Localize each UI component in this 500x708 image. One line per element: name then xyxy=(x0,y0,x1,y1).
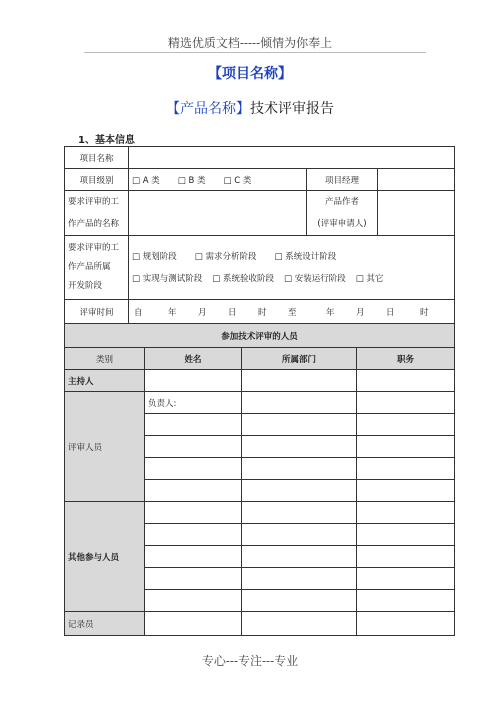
report-title-text: 技术评审报告 xyxy=(250,101,334,117)
recorder-name-cell[interactable] xyxy=(145,612,242,636)
dev-stage-label xyxy=(65,236,129,300)
product-author-label xyxy=(307,191,378,236)
table-cell[interactable] xyxy=(242,458,357,480)
dev-stage-label-line1: 要求评审的工 xyxy=(68,243,120,253)
time-month-1: 月 xyxy=(198,307,207,318)
section-title-basic-info: 1、基本信息 xyxy=(78,135,135,146)
stage-deployment-checkbox[interactable]: □ 安装运行阶段 xyxy=(283,273,346,284)
table-cell[interactable] xyxy=(145,414,242,436)
host-name-cell[interactable] xyxy=(145,370,242,392)
stage-acceptance-checkbox[interactable]: □ 系统验收阶段 xyxy=(212,273,274,284)
table-cell[interactable] xyxy=(242,436,357,458)
stage-planning-checkbox[interactable]: □ 规划阶段 xyxy=(132,251,177,262)
table-cell[interactable] xyxy=(242,524,357,546)
table-cell[interactable] xyxy=(145,480,242,502)
col-header-position: 职务 xyxy=(357,348,455,370)
time-to: 至 xyxy=(288,307,297,318)
recorder-dept-cell[interactable] xyxy=(242,612,357,636)
header-divider xyxy=(84,52,426,53)
dev-stage-row-1 xyxy=(132,246,451,268)
time-day-1: 日 xyxy=(228,307,237,318)
table-cell[interactable] xyxy=(145,546,242,568)
project-manager-field[interactable] xyxy=(378,169,455,191)
product-name-placeholder: 【产品名称】 xyxy=(166,101,250,117)
level-option-a[interactable]: □ A 类 xyxy=(132,175,160,186)
other-participants-label: 其他参与人员 xyxy=(65,502,145,612)
project-level-label: 项目级别 xyxy=(65,169,129,191)
time-month-2: 月 xyxy=(356,307,365,318)
host-label: 主持人 xyxy=(65,370,145,392)
table-cell[interactable] xyxy=(145,590,242,612)
stage-implementation-checkbox[interactable]: □ 实现与测试阶段 xyxy=(132,273,203,284)
project-manager-label: 项目经理 xyxy=(307,169,378,191)
work-product-name-label xyxy=(65,191,129,236)
table-cell[interactable] xyxy=(357,414,455,436)
table-cell[interactable] xyxy=(242,568,357,590)
table-cell[interactable] xyxy=(357,502,455,524)
dev-stage-label-line2: 作产品所属 xyxy=(68,262,111,272)
table-cell[interactable] xyxy=(357,392,455,414)
table-cell[interactable] xyxy=(242,414,357,436)
table-cell[interactable] xyxy=(357,590,455,612)
dev-stage-row-2 xyxy=(132,268,451,290)
report-title xyxy=(0,98,500,118)
stage-other-checkbox[interactable]: □ 其它 xyxy=(355,273,384,284)
table-cell[interactable] xyxy=(145,524,242,546)
participants-table xyxy=(64,323,455,636)
table-cell[interactable] xyxy=(242,392,357,414)
host-dept-cell[interactable] xyxy=(242,370,357,392)
col-header-category: 类别 xyxy=(65,348,145,370)
dev-stage-options xyxy=(129,236,455,300)
project-level-options xyxy=(129,169,307,191)
table-cell[interactable] xyxy=(357,436,455,458)
recorder-position-cell[interactable] xyxy=(357,612,455,636)
reviewers-label: 评审人员 xyxy=(65,392,145,502)
table-cell[interactable] xyxy=(145,502,242,524)
table-cell[interactable] xyxy=(242,590,357,612)
work-product-name-label-line2: 作产品的名称 xyxy=(68,219,120,229)
dev-stage-label-line3: 开发阶段 xyxy=(68,281,103,291)
recorder-label: 记录员 xyxy=(65,612,145,636)
stage-requirements-checkbox[interactable]: □ 需求分析阶段 xyxy=(194,251,257,262)
work-product-name-field[interactable] xyxy=(129,191,307,236)
participants-title: 参加技术评审的人员 xyxy=(65,324,455,348)
stage-design-checkbox[interactable]: □ 系统设计阶段 xyxy=(274,251,337,262)
project-name-label: 项目名称 xyxy=(65,147,129,169)
table-cell[interactable] xyxy=(357,480,455,502)
table-cell[interactable] xyxy=(145,568,242,590)
header-banner: 精选优质文档-----倾情为你奉上 xyxy=(167,36,333,50)
review-time-label: 评审时间 xyxy=(65,300,129,324)
product-author-label-line1: 产品作者 xyxy=(324,197,359,207)
product-author-label-line2: (评审申请人) xyxy=(317,219,367,229)
table-cell[interactable] xyxy=(242,502,357,524)
table-cell[interactable] xyxy=(357,568,455,590)
level-option-b[interactable]: □ B 类 xyxy=(177,175,206,186)
time-from: 自 xyxy=(134,307,143,318)
reviewer-responsible-cell[interactable]: 负责人: xyxy=(145,392,242,414)
table-cell[interactable] xyxy=(242,546,357,568)
basic-info-table xyxy=(64,146,455,324)
project-name-title: 【项目名称】 xyxy=(208,66,292,82)
page-footer: 专心---专注---专业 xyxy=(201,654,299,668)
table-cell[interactable] xyxy=(242,480,357,502)
project-name-field[interactable] xyxy=(129,147,455,169)
col-header-department: 所属部门 xyxy=(242,348,357,370)
table-cell[interactable] xyxy=(145,458,242,480)
table-cell[interactable] xyxy=(357,524,455,546)
review-time-field[interactable] xyxy=(129,300,455,324)
time-year-2: 年 xyxy=(326,307,335,318)
table-cell[interactable] xyxy=(145,436,242,458)
time-hour-1: 时 xyxy=(258,307,267,318)
product-author-field[interactable] xyxy=(378,191,455,236)
table-cell[interactable] xyxy=(357,458,455,480)
level-option-c[interactable]: □ C 类 xyxy=(223,175,252,186)
time-year-1: 年 xyxy=(168,307,177,318)
work-product-name-label-line1: 要求评审的工 xyxy=(68,197,120,207)
host-position-cell[interactable] xyxy=(357,370,455,392)
time-day-2: 日 xyxy=(386,307,395,318)
col-header-name: 姓名 xyxy=(145,348,242,370)
table-cell[interactable] xyxy=(357,546,455,568)
time-hour-2: 时 xyxy=(420,307,429,318)
